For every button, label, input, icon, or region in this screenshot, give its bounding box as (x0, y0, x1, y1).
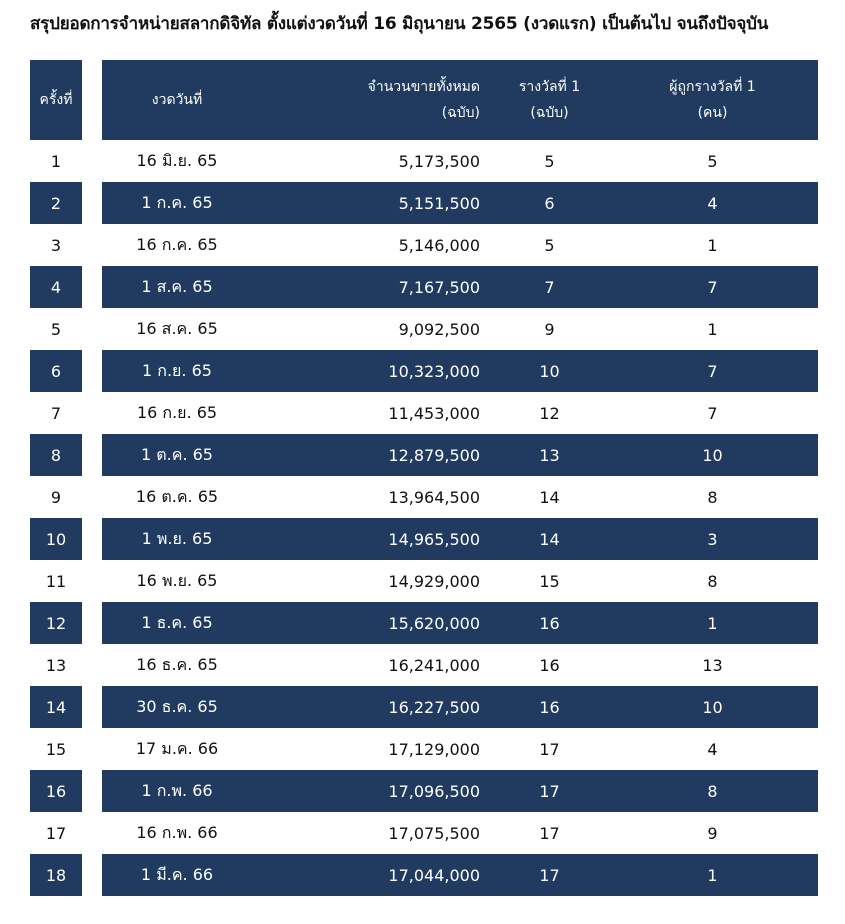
cell-winners: 7 (627, 266, 818, 308)
cell-date: 1 ต.ค. 65 (102, 434, 312, 476)
cell-date: 16 ต.ค. 65 (135, 486, 219, 506)
cell-sold: 5,146,000 (398, 235, 480, 255)
header-prize1-line1: รางวัลที่ 1 (518, 79, 581, 95)
cell-sold: 17,096,500 (312, 770, 502, 812)
cell-winners: 3 (627, 518, 818, 560)
cell-date: 30 ธ.ค. 65 (102, 686, 312, 728)
cell-sold: 5,151,500 (312, 182, 502, 224)
cell-prize1: 14 (539, 487, 560, 507)
table-body (30, 140, 818, 896)
cell-prize1: 5 (544, 151, 555, 171)
cell-date: 16 ธ.ค. 65 (136, 654, 218, 674)
cell-no: 10 (30, 518, 82, 560)
cell-no: 4 (30, 266, 82, 308)
header-sold-line1: จำนวนขายทั้งหมด (367, 79, 480, 95)
cell-sold: 9,092,500 (398, 319, 480, 339)
table-row (30, 140, 818, 182)
cell-gap (82, 728, 102, 770)
cell-no: 2 (30, 182, 82, 224)
table-row (30, 392, 818, 434)
cell-date: 17 ม.ค. 66 (135, 738, 219, 758)
cell-sold: 11,453,000 (388, 403, 480, 423)
table-row (30, 476, 818, 518)
cell-no: 5 (50, 319, 62, 339)
header-date: งวดวันที่ (102, 60, 312, 140)
table-row (30, 728, 818, 770)
cell-no: 14 (30, 686, 82, 728)
cell-gap (82, 602, 102, 644)
header-winners (627, 60, 818, 140)
cell-date: 1 ส.ค. 65 (102, 266, 312, 308)
cell-winners: 9 (707, 823, 718, 843)
cell-prize1: 10 (502, 350, 627, 392)
cell-no: 8 (30, 434, 82, 476)
cell-no: 1 (50, 151, 62, 171)
header-no: ครั้งที่ (30, 60, 82, 140)
cell-date: 16 ก.ย. 65 (136, 402, 218, 422)
header-sold (312, 60, 502, 140)
cell-winners: 10 (627, 686, 818, 728)
cell-date: 1 ก.ย. 65 (102, 350, 312, 392)
cell-winners: 7 (707, 403, 718, 423)
cell-sold: 16,227,500 (312, 686, 502, 728)
cell-prize1: 12 (539, 403, 560, 423)
cell-no: 11 (45, 571, 67, 591)
header-winners-line1: ผู้ถูกรางวัลที่ 1 (669, 79, 756, 95)
cell-winners: 4 (707, 739, 718, 759)
cell-gap (82, 518, 102, 560)
cell-gap (82, 140, 102, 182)
table-row (30, 518, 818, 560)
cell-gap (82, 392, 102, 434)
cell-date: 1 ธ.ค. 65 (102, 602, 312, 644)
cell-date: 1 ก.ค. 65 (102, 182, 312, 224)
cell-no: 15 (45, 739, 67, 759)
table-row (30, 560, 818, 602)
cell-prize1: 7 (502, 266, 627, 308)
cell-prize1: 17 (539, 739, 560, 759)
cell-winners: 13 (702, 655, 723, 675)
cell-sold: 16,241,000 (388, 655, 480, 675)
cell-sold: 15,620,000 (312, 602, 502, 644)
table-row (30, 182, 818, 224)
cell-sold: 10,323,000 (312, 350, 502, 392)
cell-sold: 17,075,500 (388, 823, 480, 843)
cell-date: 1 มี.ค. 66 (102, 854, 312, 896)
cell-gap (82, 812, 102, 854)
cell-prize1: 16 (502, 686, 627, 728)
cell-winners: 1 (627, 854, 818, 896)
table-row (30, 686, 818, 728)
cell-winners: 1 (627, 602, 818, 644)
cell-date: 1 พ.ย. 65 (102, 518, 312, 560)
cell-sold: 5,173,500 (398, 151, 480, 171)
page-title: สรุปยอดการจำหน่ายสลากดิจิทัล ตั้งแต่งวดวันที่ 16 มิถุนายน 2565 (งวดแรก) เป็นต้นไป จนถึงปัจจุบัน (30, 14, 769, 34)
cell-prize1: 9 (544, 319, 555, 339)
cell-sold: 17,044,000 (312, 854, 502, 896)
cell-winners: 10 (627, 434, 818, 476)
cell-no: 16 (30, 770, 82, 812)
cell-prize1: 5 (544, 235, 555, 255)
cell-no: 17 (45, 823, 67, 843)
cell-sold: 7,167,500 (312, 266, 502, 308)
header-prize1-line2: (ฉบับ) (530, 105, 569, 121)
cell-prize1: 17 (539, 823, 560, 843)
cell-gap (82, 644, 102, 686)
cell-no: 18 (30, 854, 82, 896)
cell-gap (82, 560, 102, 602)
cell-prize1: 16 (502, 602, 627, 644)
table-row (30, 434, 818, 476)
cell-date: 16 มิ.ย. 65 (136, 150, 218, 170)
cell-gap (82, 686, 102, 728)
cell-prize1: 15 (539, 571, 560, 591)
cell-winners: 4 (627, 182, 818, 224)
cell-sold: 14,929,000 (388, 571, 480, 591)
table-row (30, 644, 818, 686)
table-row (30, 770, 818, 812)
cell-gap (82, 182, 102, 224)
table-row (30, 602, 818, 644)
cell-prize1: 14 (502, 518, 627, 560)
cell-sold: 14,965,500 (312, 518, 502, 560)
cell-no: 7 (50, 403, 62, 423)
cell-date: 16 ก.ค. 65 (136, 234, 218, 254)
cell-prize1: 17 (502, 770, 627, 812)
cell-winners: 1 (707, 235, 718, 255)
cell-no: 6 (30, 350, 82, 392)
cell-gap (82, 224, 102, 266)
cell-no: 13 (45, 655, 67, 675)
cell-no: 9 (50, 487, 62, 507)
header-prize1 (502, 60, 627, 140)
table-row (30, 224, 818, 266)
table-row (30, 812, 818, 854)
cell-sold: 12,879,500 (312, 434, 502, 476)
cell-sold: 17,129,000 (388, 739, 480, 759)
table-row (30, 350, 818, 392)
header-sold-line2: (ฉบับ) (441, 105, 480, 121)
header-winners-line2: (คน) (697, 105, 728, 121)
cell-prize1: 16 (539, 655, 560, 675)
cell-gap (82, 854, 102, 896)
lottery-sales-table (30, 60, 818, 896)
cell-gap (82, 266, 102, 308)
cell-gap (82, 476, 102, 518)
cell-sold: 13,964,500 (388, 487, 480, 507)
cell-prize1: 17 (502, 854, 627, 896)
cell-gap (82, 308, 102, 350)
table-row (30, 266, 818, 308)
cell-winners: 5 (707, 151, 718, 171)
table-row (30, 308, 818, 350)
cell-gap (82, 350, 102, 392)
cell-prize1: 13 (502, 434, 627, 476)
cell-date: 16 พ.ย. 65 (136, 570, 218, 590)
cell-winners: 7 (627, 350, 818, 392)
cell-gap (82, 770, 102, 812)
cell-gap (82, 434, 102, 476)
cell-winners: 8 (627, 770, 818, 812)
cell-date: 16 ส.ค. 65 (136, 318, 218, 338)
cell-no: 12 (30, 602, 82, 644)
header-gap (82, 60, 102, 140)
cell-winners: 1 (707, 319, 718, 339)
cell-winners: 8 (707, 487, 718, 507)
table-header-row (30, 60, 818, 140)
cell-winners: 8 (707, 571, 718, 591)
cell-date: 1 ก.พ. 66 (102, 770, 312, 812)
cell-prize1: 6 (502, 182, 627, 224)
table-row (30, 854, 818, 896)
cell-date: 16 ก.พ. 66 (136, 822, 218, 842)
cell-no: 3 (50, 235, 62, 255)
